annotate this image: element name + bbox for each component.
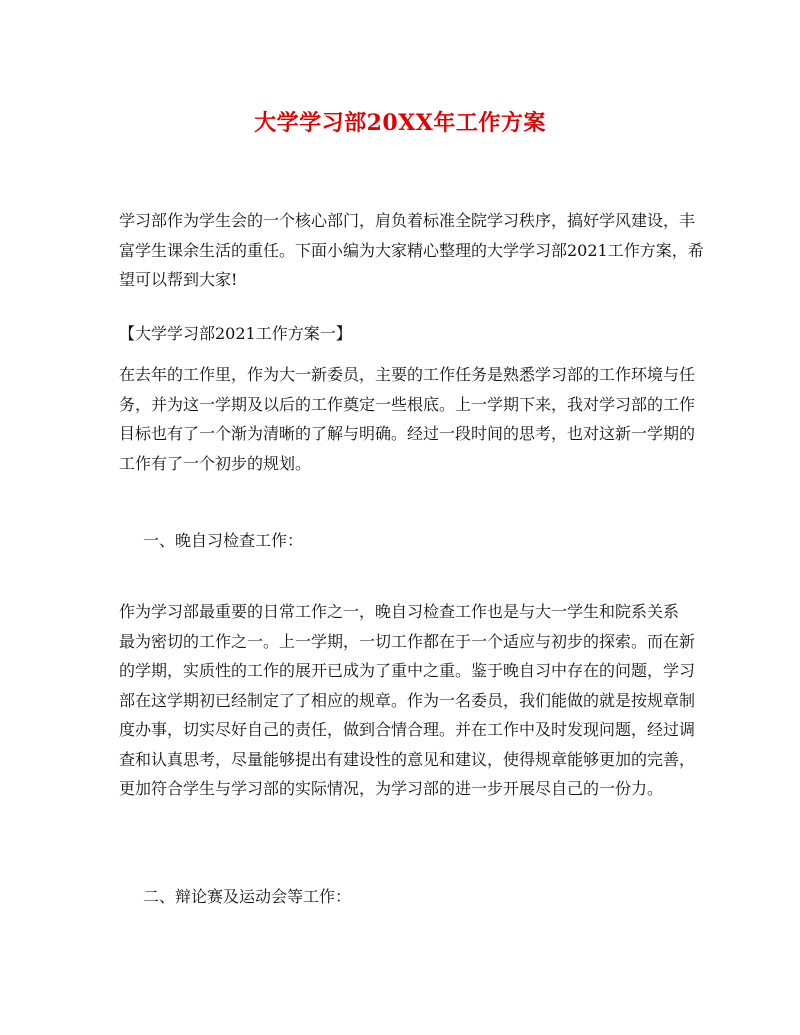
section-title: 【大学学习部2021工作方案一】 (119, 324, 352, 343)
paragraph-line: 更加符合学生与学习部的实际情况，为学习部的进一步开展尽自己的一份力。 (119, 779, 664, 798)
section-heading-2: 二、辩论赛及运动会等工作： (143, 887, 352, 906)
paragraph-line: 查和认真思考，尽量能够提出有建设性的意见和建议，使得规章能够更加的完善， (119, 749, 696, 769)
paragraph-1 (119, 360, 696, 478)
document-title: 大学学习部20XX年工作方案 (254, 110, 546, 136)
paragraph-line: 度办事，切实尽好自己的责任，做到合情合理。并在工作中及时发现问题，经过调 (119, 720, 696, 739)
paragraph-line: 最为密切的工作之一。上一学期，一切工作都在于一个适应与初步的探索。而在新 (119, 631, 696, 651)
intro-paragraph (119, 206, 704, 295)
paragraph-2 (119, 597, 696, 804)
paragraph-line: 的学期，实质性的工作的展开已成为了重中之重。鉴于晚自习中存在的问题，学习 (119, 661, 696, 680)
paragraph-line: 工作有了一个初步的规划。 (119, 453, 312, 473)
paragraph-line: 务，并为这一学期及以后的工作奠定一些根底。上一学期下来，我对学习部的工作 (119, 394, 696, 414)
intro-line: 望可以帮到大家! (119, 270, 238, 289)
paragraph-line: 在去年的工作里，作为大一新委员，主要的工作任务是熟悉学习部的工作环境与任 (119, 365, 696, 384)
paragraph-line: 作为学习部最重要的日常工作之一，晚自习检查工作也是与大一学生和院系关系 (119, 602, 680, 621)
intro-line: 富学生课余生活的重任。下面小编为大家精心整理的大学学习部2021工作方案，希 (119, 240, 704, 260)
section-heading-1: 一、晚自习检查工作： (143, 531, 304, 550)
intro-line: 学习部作为学生会的一个核心部门，肩负着标准全院学习秩序，搞好学风建设，丰 (119, 211, 696, 230)
paragraph-line: 部在这学期初已经制定了了相应的规章。作为一名委员，我们能做的就是按规章制 (119, 690, 696, 710)
paragraph-line: 目标也有了一个渐为清晰的了解与明确。经过一段时间的思考，也对这新一学期的 (119, 424, 696, 443)
